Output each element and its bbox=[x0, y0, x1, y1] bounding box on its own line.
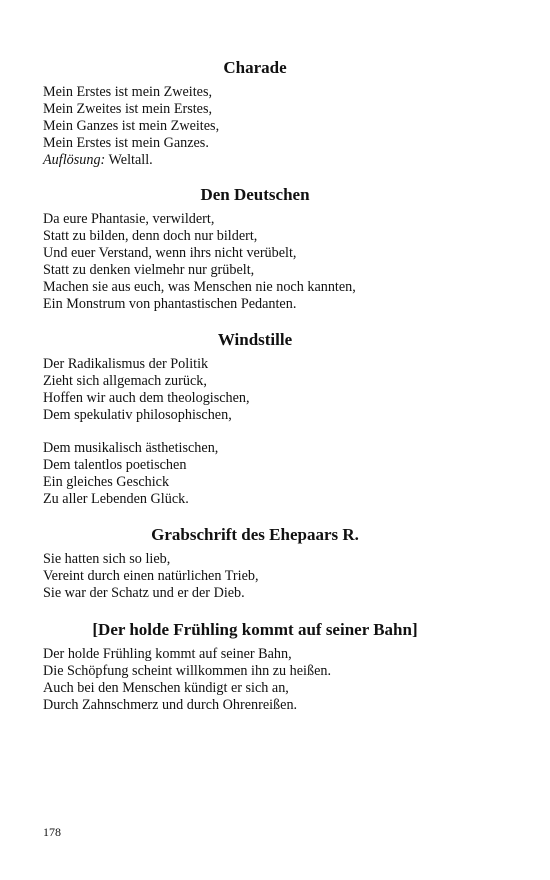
poem-body bbox=[43, 211, 467, 313]
poem-windstille bbox=[43, 330, 467, 508]
solution-line bbox=[43, 152, 467, 169]
solution-label: Auflösung: bbox=[43, 152, 106, 168]
poem-grabschrift bbox=[43, 525, 467, 602]
poem-line: Sie hatten sich so lieb, bbox=[43, 551, 171, 567]
poem-line: Dem musikalisch ästhetischen, bbox=[43, 440, 219, 456]
poem-line: Mein Ganzes ist mein Zweites, bbox=[43, 118, 220, 134]
poem-line: Da eure Phantasie, verwildert, bbox=[43, 211, 215, 227]
poem-title: Charade bbox=[223, 58, 287, 77]
poem-line: Durch Zahnschmerz und durch Ohrenreißen. bbox=[43, 697, 298, 713]
poem-den-deutschen bbox=[43, 185, 467, 313]
poem-line: Auch bei den Menschen kündigt er sich an, bbox=[43, 680, 289, 696]
poem-line: Sie war der Schatz und er der Dieb. bbox=[43, 585, 245, 601]
poem-line: Ein gleiches Geschick bbox=[43, 474, 170, 490]
poem-line: Zu aller Lebenden Glück. bbox=[43, 491, 189, 507]
stanza-break bbox=[43, 424, 467, 440]
poem-charade bbox=[43, 58, 467, 169]
poem-body bbox=[43, 84, 467, 169]
book-page bbox=[43, 58, 467, 730]
poem-line: Hoffen wir auch dem theologischen, bbox=[43, 390, 250, 406]
page-number: 178 bbox=[43, 825, 61, 839]
poem-line: Zieht sich allgemach zurück, bbox=[43, 373, 207, 389]
poem-line: Mein Zweites ist mein Erstes, bbox=[43, 101, 213, 117]
poem-body bbox=[43, 646, 467, 714]
poem-line: Machen sie aus euch, was Menschen nie noch kannten, bbox=[43, 279, 356, 295]
poem-title: Windstille bbox=[217, 330, 293, 349]
poem-title: Den Deutschen bbox=[200, 185, 310, 204]
poem-line: Statt zu bilden, denn doch nur bildert, bbox=[43, 228, 258, 244]
poem-der-holde-fruehling bbox=[43, 620, 467, 714]
poem-line: Ein Monstrum von phantastischen Pedanten. bbox=[43, 296, 297, 312]
poem-title: Grabschrift des Ehepaars R. bbox=[151, 525, 359, 544]
poem-line: Mein Erstes ist mein Ganzes. bbox=[43, 135, 209, 151]
poem-line: Die Schöpfung scheint willkommen ihn zu heißen. bbox=[43, 663, 332, 679]
poem-line: Und euer Verstand, wenn ihrs nicht verübelt, bbox=[43, 245, 297, 261]
poem-line: Mein Erstes ist mein Zweites, bbox=[43, 84, 213, 100]
poem-line: Dem spekulativ philosophischen, bbox=[43, 407, 232, 423]
solution-text: Weltall. bbox=[105, 152, 153, 168]
poem-line: Statt zu denken vielmehr nur grübelt, bbox=[43, 262, 255, 278]
poem-line: Der Radikalismus der Politik bbox=[43, 356, 209, 372]
poem-line: Der holde Frühling kommt auf seiner Bahn, bbox=[43, 646, 292, 662]
poem-line: Vereint durch einen natürlichen Trieb, bbox=[43, 568, 259, 584]
poem-body bbox=[43, 356, 467, 508]
poem-line: Dem talentlos poetischen bbox=[43, 457, 187, 473]
poem-title: [Der holde Frühling kommt auf seiner Bahn] bbox=[92, 620, 418, 639]
poem-body bbox=[43, 551, 467, 602]
